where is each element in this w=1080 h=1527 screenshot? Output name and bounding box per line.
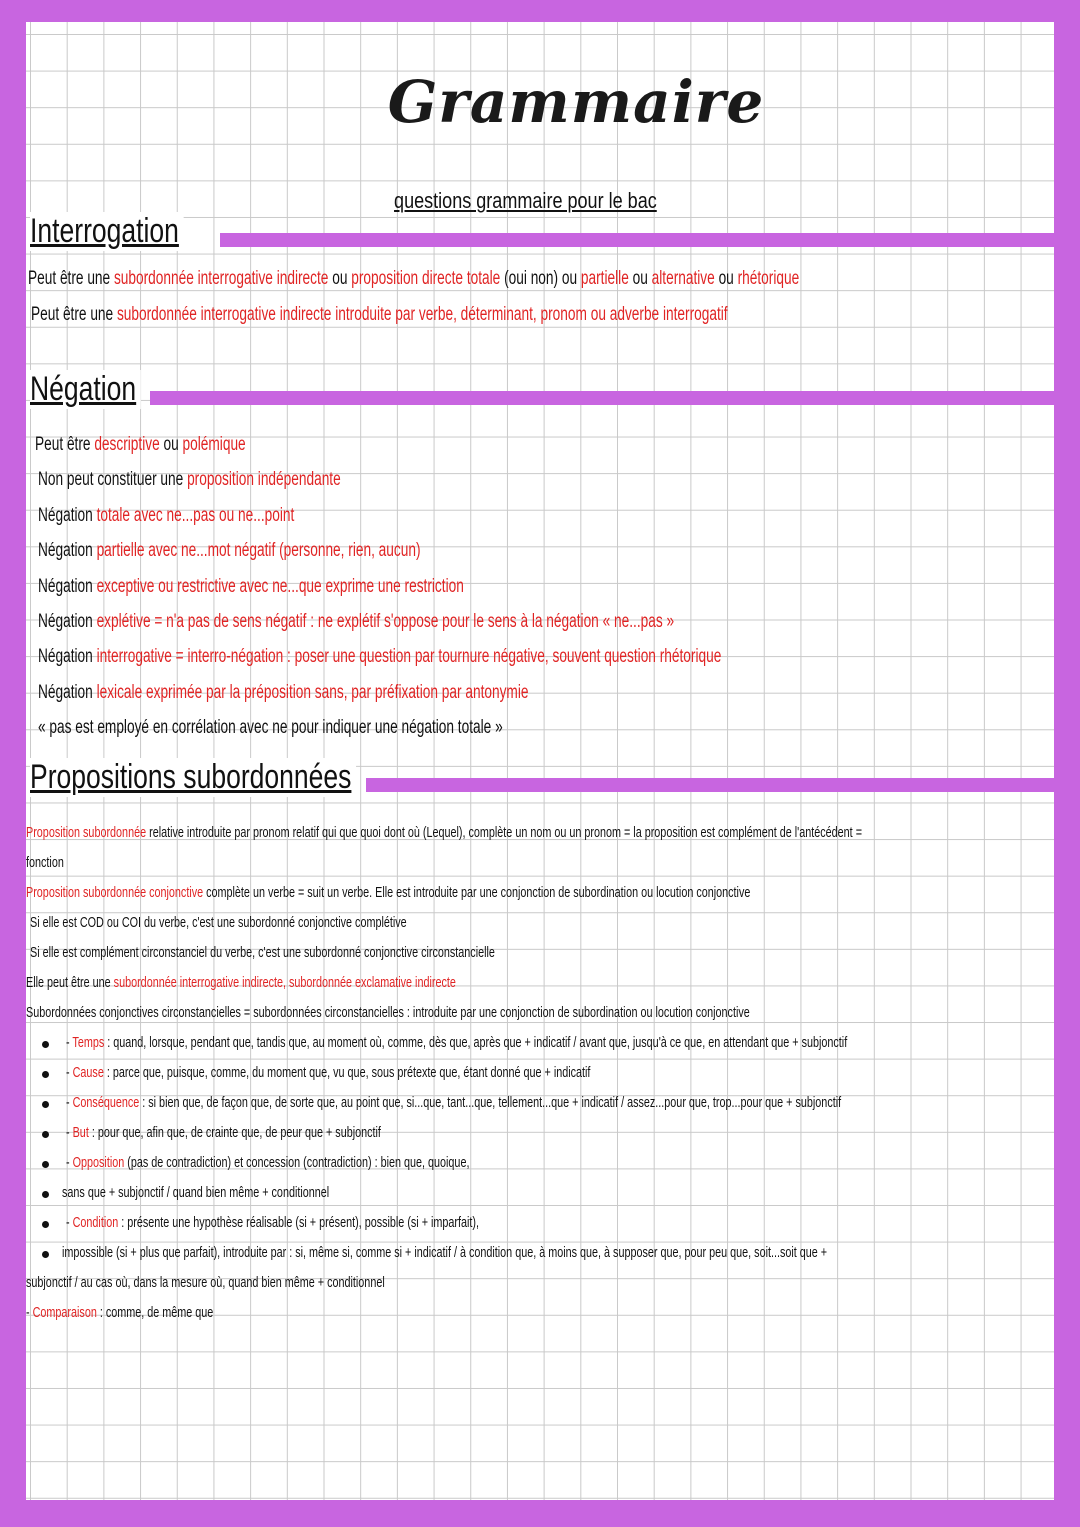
text-segment: sans que + subjonctif / quand bien même + conditionnel <box>62 1184 330 1201</box>
text-segment: Négation <box>38 611 97 632</box>
text-segment: : quand, lorsque, pendant que, tandis que, au moment où, comme, dès que, après que + indicatif / avant que, jusqu'à ce que, en attendant que + subjonctif <box>104 1034 848 1051</box>
text-line <box>38 682 528 704</box>
text-segment: ou <box>714 268 738 289</box>
highlighted-term: descriptive <box>94 434 160 455</box>
text-segment: (pas de contradiction) et concession (contradiction) : bien que, quoique, <box>124 1154 470 1171</box>
text-segment: - <box>66 1034 73 1051</box>
text-line <box>30 944 495 961</box>
section-divider-bar <box>150 391 1054 405</box>
text-line <box>66 1034 847 1051</box>
text-segment: Peut être une <box>28 268 114 289</box>
highlighted-term: Temps <box>72 1034 105 1051</box>
text-segment: subjonctif / au cas où, dans la mesure où, quand bien même + conditionnel <box>26 1274 385 1291</box>
highlighted-term: subordonnée interrogative indirecte introduite par verbe, déterminant, pronom ou adverbe interrogatif <box>116 304 728 325</box>
text-segment: : parce que, puisque, comme, du moment que, vu que, sous prétexte que, étant donné que + indicatif <box>103 1064 591 1081</box>
bullet-point <box>42 1041 49 1048</box>
text-segment: - <box>66 1094 73 1111</box>
bullet-point <box>42 1101 49 1108</box>
text-segment: Subordonnées conjonctives circonstancielles = subordonnées circonstancielles : introduite par une conjonction de subordination ou locution conjonctive <box>26 1004 750 1021</box>
text-line <box>38 540 421 562</box>
highlighted-term: proposition directe totale <box>351 268 501 289</box>
text-segment: Négation <box>38 575 97 597</box>
text-line <box>62 1184 329 1201</box>
bullet-point <box>42 1191 49 1198</box>
text-segment: Si elle est complément circonstanciel du verbe, c'est une subordonné conjonctive circonstancielle <box>30 944 495 961</box>
section-divider-bar <box>366 778 1054 792</box>
highlighted-term: Conséquence <box>72 1094 140 1111</box>
text-segment: impossible (si + plus que parfait), introduite par : si, même si, comme si + indicatif / à condition que, à moins que, à supposer que, pour peu que, soit...soit que + <box>62 1244 828 1261</box>
text-segment: : pour que, afin que, de crainte que, de peur que + subjonctif <box>88 1124 381 1141</box>
text-line <box>38 646 721 668</box>
text-line <box>38 469 341 491</box>
notebook-page <box>26 22 1054 1500</box>
highlighted-term: partielle avec ne...mot négatif (personne, rien, aucun) <box>96 540 421 562</box>
bullet-point <box>42 1131 49 1138</box>
highlighted-term: rhétorique <box>737 268 800 289</box>
text-line <box>28 268 799 290</box>
text-segment: : présente une hypothèse réalisable (si + présent), possible (si + imparfait), <box>118 1214 480 1231</box>
text-segment: : si bien que, de façon que, de sorte que, au point que, si...que, tant...que, tellement...que + indicatif / assez...pour que, trop...pour que + subjonctif <box>139 1094 842 1111</box>
text-line <box>26 824 862 841</box>
text-segment: - <box>66 1064 73 1081</box>
text-line <box>62 1244 827 1261</box>
text-segment: « pas est employé en corrélation avec ne pour indiquer une négation totale » <box>38 717 503 739</box>
section-heading-propositions: Propositions subordonnées <box>30 758 356 797</box>
text-segment: - <box>66 1214 73 1231</box>
text-segment: Négation <box>38 540 97 562</box>
highlighted-term: alternative <box>651 268 715 289</box>
text-line <box>66 1064 590 1081</box>
page-title: Grammaire <box>387 68 765 136</box>
highlighted-term: lexicale exprimée par la préposition sans, par préfixation par antonymie <box>96 681 529 703</box>
bullet-point <box>42 1071 49 1078</box>
text-segment: - <box>26 1304 33 1321</box>
highlighted-term: partielle <box>580 268 629 289</box>
text-line <box>26 884 750 901</box>
highlighted-term: subordonnée interrogative indirecte, subordonnée exclamative indirecte <box>113 974 456 991</box>
text-segment: relative introduite par pronom relatif qui que quoi dont où (Lequel), complète un nom ou un pronom = la proposition est complément de l'antécédent = <box>146 824 862 841</box>
highlighted-term: But <box>72 1124 89 1141</box>
text-segment: Si elle est COD ou COI du verbe, c'est une subordonné conjonctive complétive <box>30 914 407 931</box>
text-line <box>26 854 64 871</box>
text-line <box>26 1004 750 1021</box>
text-segment: ou <box>628 268 652 289</box>
text-line <box>66 1124 381 1141</box>
highlighted-term: subordonnée interrogative indirecte <box>113 268 329 289</box>
text-segment: Peut être une <box>31 304 117 325</box>
text-line <box>66 1214 479 1231</box>
highlighted-term: interrogative = interro-négation : poser une question par tournure négative, souvent question rhétorique <box>96 646 722 668</box>
text-line <box>38 717 503 739</box>
text-segment: Négation <box>38 646 97 668</box>
page-subtitle: questions grammaire pour le bac <box>394 188 657 213</box>
highlighted-term: Condition <box>72 1214 119 1231</box>
section-heading-interrogation: Interrogation <box>30 212 184 251</box>
text-segment: Négation <box>38 681 97 703</box>
highlighted-term: Comparaison <box>32 1304 97 1321</box>
text-segment: Non peut constituer une <box>38 469 188 491</box>
bullet-point <box>42 1251 49 1258</box>
text-line <box>38 505 294 527</box>
text-line <box>35 434 246 456</box>
bullet-point <box>42 1221 49 1228</box>
text-segment: Négation <box>38 504 97 526</box>
highlighted-term: Proposition subordonnée conjonctive <box>26 884 204 901</box>
text-line <box>66 1154 469 1171</box>
highlighted-term: polémique <box>182 434 246 455</box>
highlighted-term: explétive = n'a pas de sens négatif : ne explétif s'oppose pour le sens à la négation « ne...pas » <box>96 611 675 632</box>
text-segment: complète un verbe = suit un verbe. Elle est introduite par une conjonction de subordination ou locution conjonctive <box>203 884 751 901</box>
bullet-point <box>42 1161 49 1168</box>
text-segment: Elle peut être une <box>26 974 114 991</box>
text-segment: - <box>66 1124 73 1141</box>
highlighted-term: Proposition subordonnée <box>26 824 147 841</box>
text-line <box>26 974 456 991</box>
highlighted-term: proposition indépendante <box>187 469 341 491</box>
text-segment: ou <box>328 268 352 289</box>
text-line <box>26 1304 213 1321</box>
highlighted-term: Cause <box>72 1064 104 1081</box>
text-line <box>38 576 464 598</box>
text-segment: : comme, de même que <box>96 1304 214 1321</box>
text-segment: ou <box>159 434 183 455</box>
highlighted-term: Opposition <box>72 1154 125 1171</box>
highlighted-term: totale avec ne...pas ou ne...point <box>96 504 295 526</box>
text-segment: - <box>66 1154 73 1171</box>
text-segment: fonction <box>26 854 64 871</box>
text-line <box>66 1094 841 1111</box>
text-line <box>30 914 407 931</box>
section-divider-bar <box>220 233 1054 247</box>
text-line <box>31 304 728 326</box>
text-segment: Peut être <box>35 434 95 455</box>
highlighted-term: exceptive ou restrictive avec ne...que exprime une restriction <box>96 575 464 597</box>
text-line <box>26 1274 385 1291</box>
text-segment: (oui non) ou <box>500 268 581 289</box>
text-line <box>38 611 674 633</box>
section-heading-negation: Négation <box>30 370 141 409</box>
